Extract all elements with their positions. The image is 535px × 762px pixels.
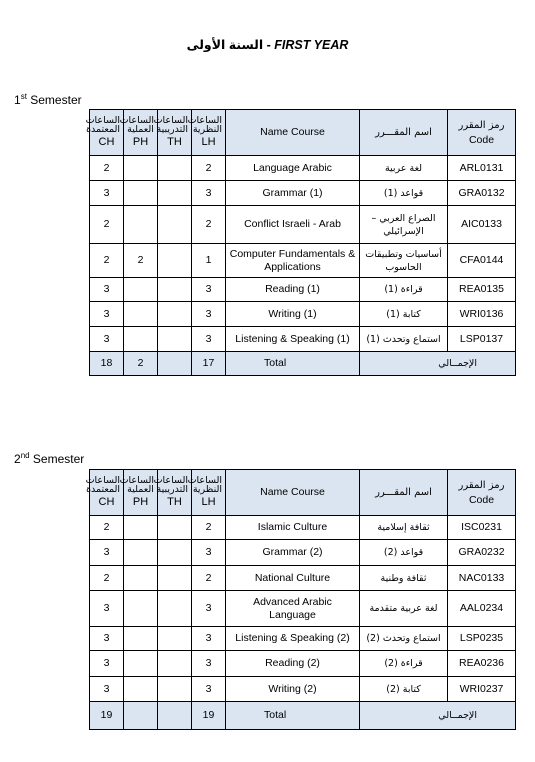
total-lh: 19 bbox=[192, 702, 226, 730]
total-ch: 18 bbox=[90, 352, 124, 376]
cell-course-name: Islamic Culture bbox=[226, 516, 360, 540]
semester-1-table bbox=[85, 109, 516, 376]
cell-course-code: REA0135 bbox=[448, 278, 516, 302]
cell-course-name-arabic: لغة عربية bbox=[360, 156, 448, 181]
semester-2-suffix: nd bbox=[20, 451, 30, 460]
cell-course-name: Reading (1) bbox=[226, 278, 360, 302]
cell-course-name: Grammar (2) bbox=[226, 540, 360, 566]
header-ch-arabic: الساعات المعتمدة bbox=[85, 475, 120, 495]
semester-2-table bbox=[85, 469, 516, 730]
total-lh: 17 bbox=[192, 352, 226, 376]
cell-course-name-arabic: قراءة (2) bbox=[360, 651, 448, 677]
title-arabic: السنة الأولى bbox=[186, 38, 264, 52]
header-lh-label: LH bbox=[201, 136, 216, 148]
semester-2-label: Semester bbox=[29, 452, 85, 466]
cell-lh: 3 bbox=[192, 278, 226, 302]
header-row bbox=[90, 470, 516, 516]
cell-course-code: AIC0133 bbox=[448, 206, 516, 244]
table-row bbox=[90, 540, 516, 566]
table-row bbox=[90, 566, 516, 591]
header-ph-label: PH bbox=[132, 136, 149, 148]
header-ph-label: PH bbox=[132, 496, 149, 508]
cell-course-code: NAC0133 bbox=[448, 566, 516, 591]
header-lh-label: LH bbox=[201, 496, 216, 508]
cell-ch: 3 bbox=[90, 302, 124, 327]
cell-ch: 3 bbox=[90, 677, 124, 702]
header-name-arabic: اسم المقـــرر bbox=[360, 110, 448, 156]
header-th-label: TH bbox=[167, 136, 182, 148]
total-label: Total bbox=[226, 702, 360, 730]
title-english: FIRST YEAR bbox=[274, 38, 349, 52]
cell-course-name: Listening & Speaking (2) bbox=[226, 627, 360, 651]
header-code-arabic: رمز المقرر bbox=[458, 119, 505, 131]
header-ph-arabic: الساعات العملية bbox=[119, 115, 154, 135]
cell-ph bbox=[124, 516, 158, 540]
cell-course-code: CFA0144 bbox=[448, 244, 516, 278]
header-lh bbox=[187, 470, 226, 516]
cell-course-name: Listening & Speaking (1) bbox=[226, 327, 360, 352]
table-row bbox=[90, 651, 516, 677]
semester-2-heading bbox=[14, 451, 84, 466]
header-code bbox=[448, 470, 516, 516]
total-label-arabic: الإجمــالي bbox=[360, 352, 516, 376]
header-ch bbox=[85, 470, 124, 516]
cell-course-name-arabic: لغة عربية متقدمة bbox=[360, 591, 448, 627]
cell-course-code: GRA0132 bbox=[448, 181, 516, 206]
cell-th bbox=[158, 651, 192, 677]
table-row bbox=[90, 302, 516, 327]
table-row bbox=[90, 206, 516, 244]
cell-ch: 2 bbox=[90, 244, 124, 278]
cell-lh: 3 bbox=[192, 627, 226, 651]
cell-th bbox=[158, 181, 192, 206]
header-ph bbox=[119, 470, 158, 516]
cell-course-name-arabic: الصراع العربي – الإسرائيلي bbox=[360, 206, 448, 244]
cell-lh: 3 bbox=[192, 181, 226, 206]
table-row bbox=[90, 516, 516, 540]
cell-course-name-arabic: كتابة (2) bbox=[360, 677, 448, 702]
cell-lh: 3 bbox=[192, 302, 226, 327]
header-ch-label: CH bbox=[98, 136, 115, 148]
cell-course-code: ARL0131 bbox=[448, 156, 516, 181]
cell-course-code: REA0236 bbox=[448, 651, 516, 677]
cell-ph bbox=[124, 651, 158, 677]
cell-ch: 3 bbox=[90, 651, 124, 677]
cell-lh: 3 bbox=[192, 591, 226, 627]
cell-ph: 2 bbox=[124, 244, 158, 278]
header-code-label: Code bbox=[468, 133, 495, 146]
header-name-course: Name Course bbox=[226, 470, 360, 516]
total-th bbox=[158, 352, 192, 376]
total-row bbox=[90, 702, 516, 730]
cell-ph bbox=[124, 677, 158, 702]
cell-th bbox=[158, 540, 192, 566]
cell-lh: 3 bbox=[192, 327, 226, 352]
cell-ph bbox=[124, 566, 158, 591]
header-ch bbox=[85, 110, 124, 156]
cell-ch: 3 bbox=[90, 278, 124, 302]
cell-lh: 3 bbox=[192, 677, 226, 702]
header-ch-arabic: الساعات المعتمدة bbox=[85, 115, 120, 135]
title-dash: - bbox=[266, 38, 271, 52]
cell-course-name: Advanced Arabic Language bbox=[226, 591, 360, 627]
semester-1-suffix: st bbox=[20, 92, 27, 101]
cell-course-name: Language Arabic bbox=[226, 156, 360, 181]
header-th-arabic: الساعات التدريبية bbox=[153, 475, 188, 495]
cell-th bbox=[158, 516, 192, 540]
header-lh bbox=[187, 110, 226, 156]
table-row bbox=[90, 591, 516, 627]
cell-ch: 2 bbox=[90, 156, 124, 181]
cell-ch: 2 bbox=[90, 516, 124, 540]
total-th bbox=[158, 702, 192, 730]
cell-course-name-arabic: قراءة (1) bbox=[360, 278, 448, 302]
cell-ch: 3 bbox=[90, 181, 124, 206]
cell-course-name: National Culture bbox=[226, 566, 360, 591]
cell-course-name-arabic: قواعد (2) bbox=[360, 540, 448, 566]
cell-ph bbox=[124, 627, 158, 651]
cell-course-name-arabic: قواعد (1) bbox=[360, 181, 448, 206]
header-th bbox=[153, 110, 192, 156]
cell-th bbox=[158, 302, 192, 327]
table-row bbox=[90, 278, 516, 302]
semester-1-heading bbox=[14, 92, 82, 107]
cell-ph bbox=[124, 156, 158, 181]
total-row bbox=[90, 352, 516, 376]
cell-th bbox=[158, 591, 192, 627]
cell-course-code: WRI0136 bbox=[448, 302, 516, 327]
cell-ch: 3 bbox=[90, 591, 124, 627]
table-row bbox=[90, 627, 516, 651]
cell-ph bbox=[124, 206, 158, 244]
cell-th bbox=[158, 278, 192, 302]
cell-course-code: WRI0237 bbox=[448, 677, 516, 702]
header-lh-arabic: الساعات النظرية bbox=[187, 115, 222, 135]
cell-th bbox=[158, 156, 192, 181]
cell-ch: 2 bbox=[90, 206, 124, 244]
cell-course-name-arabic: ثقافة إسلامية bbox=[360, 516, 448, 540]
total-label: Total bbox=[226, 352, 360, 376]
header-ph bbox=[119, 110, 158, 156]
total-label-arabic: الإجمــالي bbox=[360, 702, 516, 730]
cell-course-code: ISC0231 bbox=[448, 516, 516, 540]
header-row bbox=[90, 110, 516, 156]
cell-lh: 2 bbox=[192, 206, 226, 244]
cell-lh: 3 bbox=[192, 540, 226, 566]
cell-course-name: Computer Fundamentals & Applications bbox=[226, 244, 360, 278]
total-ph: 2 bbox=[124, 352, 158, 376]
cell-course-name-arabic: كتابة (1) bbox=[360, 302, 448, 327]
cell-course-name: Writing (2) bbox=[226, 677, 360, 702]
header-lh-arabic: الساعات النظرية bbox=[187, 475, 222, 495]
cell-th bbox=[158, 244, 192, 278]
cell-ch: 3 bbox=[90, 540, 124, 566]
cell-th bbox=[158, 677, 192, 702]
header-ch-label: CH bbox=[98, 496, 115, 508]
semester-1-label: Semester bbox=[26, 93, 82, 107]
header-code bbox=[448, 110, 516, 156]
cell-th bbox=[158, 206, 192, 244]
cell-th bbox=[158, 566, 192, 591]
semester-1-number: 1 bbox=[14, 93, 21, 107]
cell-ph bbox=[124, 278, 158, 302]
cell-lh: 3 bbox=[192, 651, 226, 677]
header-name-course: Name Course bbox=[226, 110, 360, 156]
cell-course-name-arabic: استماع وتحدث (1) bbox=[360, 327, 448, 352]
page-title bbox=[0, 37, 535, 52]
cell-th bbox=[158, 327, 192, 352]
table-row bbox=[90, 244, 516, 278]
cell-ph bbox=[124, 302, 158, 327]
header-th-label: TH bbox=[167, 496, 182, 508]
cell-course-code: LSP0235 bbox=[448, 627, 516, 651]
header-th-arabic: الساعات التدريبية bbox=[153, 115, 188, 135]
cell-ph bbox=[124, 181, 158, 206]
cell-lh: 1 bbox=[192, 244, 226, 278]
cell-ch: 3 bbox=[90, 327, 124, 352]
cell-course-code: GRA0232 bbox=[448, 540, 516, 566]
header-th bbox=[153, 470, 192, 516]
cell-ph bbox=[124, 327, 158, 352]
cell-ph bbox=[124, 540, 158, 566]
table-row bbox=[90, 156, 516, 181]
header-name-arabic: اسم المقـــرر bbox=[360, 470, 448, 516]
header-code-arabic: رمز المقرر bbox=[458, 479, 505, 491]
cell-course-name: Writing (1) bbox=[226, 302, 360, 327]
cell-ch: 3 bbox=[90, 627, 124, 651]
header-ph-arabic: الساعات العملية bbox=[119, 475, 154, 495]
cell-lh: 2 bbox=[192, 516, 226, 540]
cell-course-name-arabic: أساسيات وتطبيقات الحاسوب bbox=[360, 244, 448, 278]
total-ch: 19 bbox=[90, 702, 124, 730]
cell-lh: 2 bbox=[192, 566, 226, 591]
total-ph bbox=[124, 702, 158, 730]
header-code-label: Code bbox=[468, 493, 495, 506]
cell-course-name: Grammar (1) bbox=[226, 181, 360, 206]
table-row bbox=[90, 677, 516, 702]
cell-lh: 2 bbox=[192, 156, 226, 181]
cell-course-name-arabic: استماع وتحدث (2) bbox=[360, 627, 448, 651]
cell-course-name: Reading (2) bbox=[226, 651, 360, 677]
table-row bbox=[90, 327, 516, 352]
cell-course-name-arabic: ثقافة وطنية bbox=[360, 566, 448, 591]
cell-course-code: AAL0234 bbox=[448, 591, 516, 627]
cell-course-name: Conflict Israeli - Arab bbox=[226, 206, 360, 244]
cell-ph bbox=[124, 591, 158, 627]
table-row bbox=[90, 181, 516, 206]
cell-ch: 2 bbox=[90, 566, 124, 591]
cell-th bbox=[158, 627, 192, 651]
semester-2-number: 2 bbox=[14, 452, 21, 466]
cell-course-code: LSP0137 bbox=[448, 327, 516, 352]
